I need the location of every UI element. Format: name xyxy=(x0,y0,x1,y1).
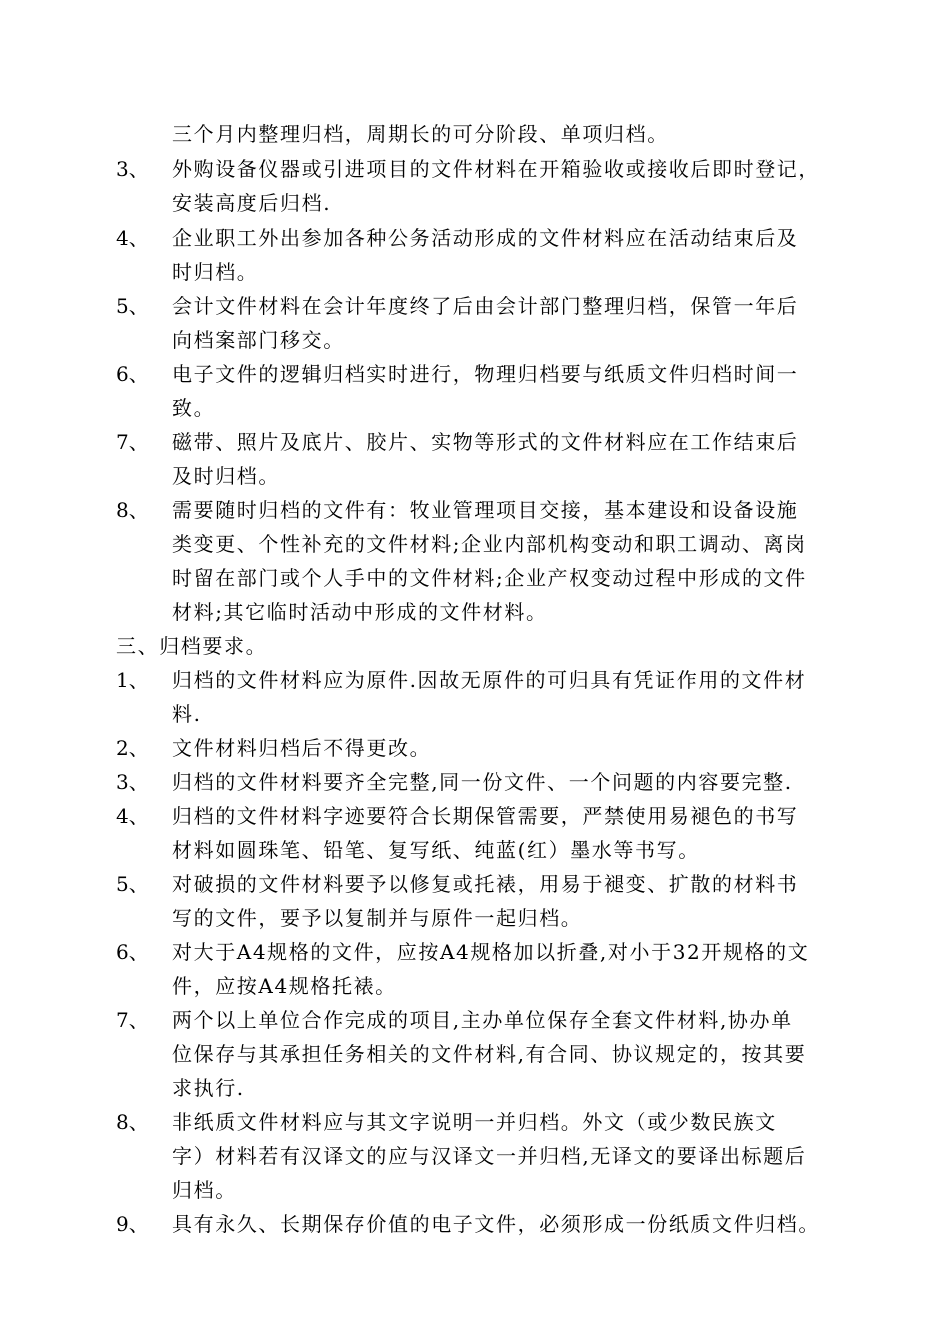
list-item-line: 外购设备仪器或引进项目的文件材料在开箱验收或接收后即时登记， xyxy=(172,157,820,181)
list-item-number: 1、 xyxy=(116,668,149,692)
list-item-line: 求执行. xyxy=(172,1076,245,1100)
section-heading: 三、归档要求。 xyxy=(116,634,268,658)
list-item-number: 6、 xyxy=(116,940,149,964)
list-item-line: 需要随时归档的文件有：牧业管理项目交接，基本建设和设备设施 xyxy=(172,498,799,522)
list-item-number: 2、 xyxy=(116,736,149,760)
list-item-number: 5、 xyxy=(116,872,149,896)
list-item-line: 文件材料归档后不得更改。 xyxy=(172,736,432,760)
list-item-line: 类变更、个性补充的文件材料;企业内部机构变动和职工调动、离岗 xyxy=(172,532,807,556)
list-item-line: 归档的文件材料应为原件.因故无原件的可归具有凭证作用的文件材 xyxy=(172,668,807,692)
list-item-line: 时归档。 xyxy=(172,260,259,284)
list-item-line: 磁带、照片及底片、胶片、实物等形式的文件材料应在工作结束后 xyxy=(172,430,799,454)
list-item-line: 料. xyxy=(172,702,202,726)
list-item-number: 8、 xyxy=(116,1110,149,1134)
list-item-line: 字）材料若有汉译文的应与汉译文一并归档,无译文的要译出标题后 xyxy=(172,1144,807,1168)
list-item-number: 6、 xyxy=(116,362,149,386)
list-item-line: 归档。 xyxy=(172,1178,237,1202)
list-item-line: 材料;其它临时活动中形成的文件材料。 xyxy=(172,600,548,624)
list-item-line: 及时归档。 xyxy=(172,464,280,488)
list-item-line: 非纸质文件材料应与其文字说明一并归档。外文（或少数民族文 xyxy=(172,1110,777,1134)
list-item-number: 3、 xyxy=(116,770,149,794)
list-item-line: 企业职工外出参加各种公务活动形成的文件材料应在活动结束后及 xyxy=(172,226,799,250)
list-item-line: 归档的文件材料字迹要符合长期保管需要，严禁使用易褪色的书写 xyxy=(172,804,799,828)
list-item-number: 7、 xyxy=(116,1008,149,1032)
list-item-line: 位保存与其承担任务相关的文件材料,有合同、协议规定的，按其要 xyxy=(172,1042,807,1066)
list-item-number: 3、 xyxy=(116,157,149,181)
list-item-line: 写的文件，要予以复制并与原件一起归档。 xyxy=(172,906,583,930)
list-item-line: 会计文件材料在会计年度终了后由会计部门整理归档，保管一年后 xyxy=(172,294,799,318)
list-item-line: 安装高度后归档. xyxy=(172,191,332,215)
list-item-line: 两个以上单位合作完成的项目,主办单位保存全套文件材料,协办单 xyxy=(172,1008,793,1032)
list-item-line: 电子文件的逻辑归档实时进行，物理归档要与纸质文件归档时间一 xyxy=(172,362,799,386)
list-item-line: 致。 xyxy=(172,396,216,420)
list-item-number: 9、 xyxy=(116,1212,149,1236)
list-item-line: 对破损的文件材料要予以修复或托裱，用易于褪变、扩散的材料书 xyxy=(172,872,799,896)
list-item-line: 对大于A4规格的文件，应按A4规格加以折叠,对小于32开规格的文 xyxy=(172,940,810,964)
list-item-line: 归档的文件材料要齐全完整,同一份文件、一个问题的内容要完整. xyxy=(172,770,793,794)
list-item-number: 8、 xyxy=(116,498,149,522)
list-item-number: 5、 xyxy=(116,294,149,318)
list-item-number: 4、 xyxy=(116,226,149,250)
list-item-line: 具有永久、长期保存价值的电子文件，必须形成一份纸质文件归档。 xyxy=(172,1212,820,1236)
list-item-line: 时留在部门或个人手中的文件材料;企业产权变动过程中形成的文件 xyxy=(172,566,807,590)
list-item-number: 4、 xyxy=(116,804,149,828)
list-item-number: 7、 xyxy=(116,430,149,454)
list-item-line: 件，应按A4规格托裱。 xyxy=(172,974,397,998)
paragraph-line: 三个月内整理归档，周期长的可分阶段、单项归档。 xyxy=(172,122,669,146)
list-item-line: 向档案部门移交。 xyxy=(172,328,345,352)
list-item-line: 材料如圆珠笔、铅笔、复写纸、纯蓝(红）墨水等书写。 xyxy=(172,838,700,862)
